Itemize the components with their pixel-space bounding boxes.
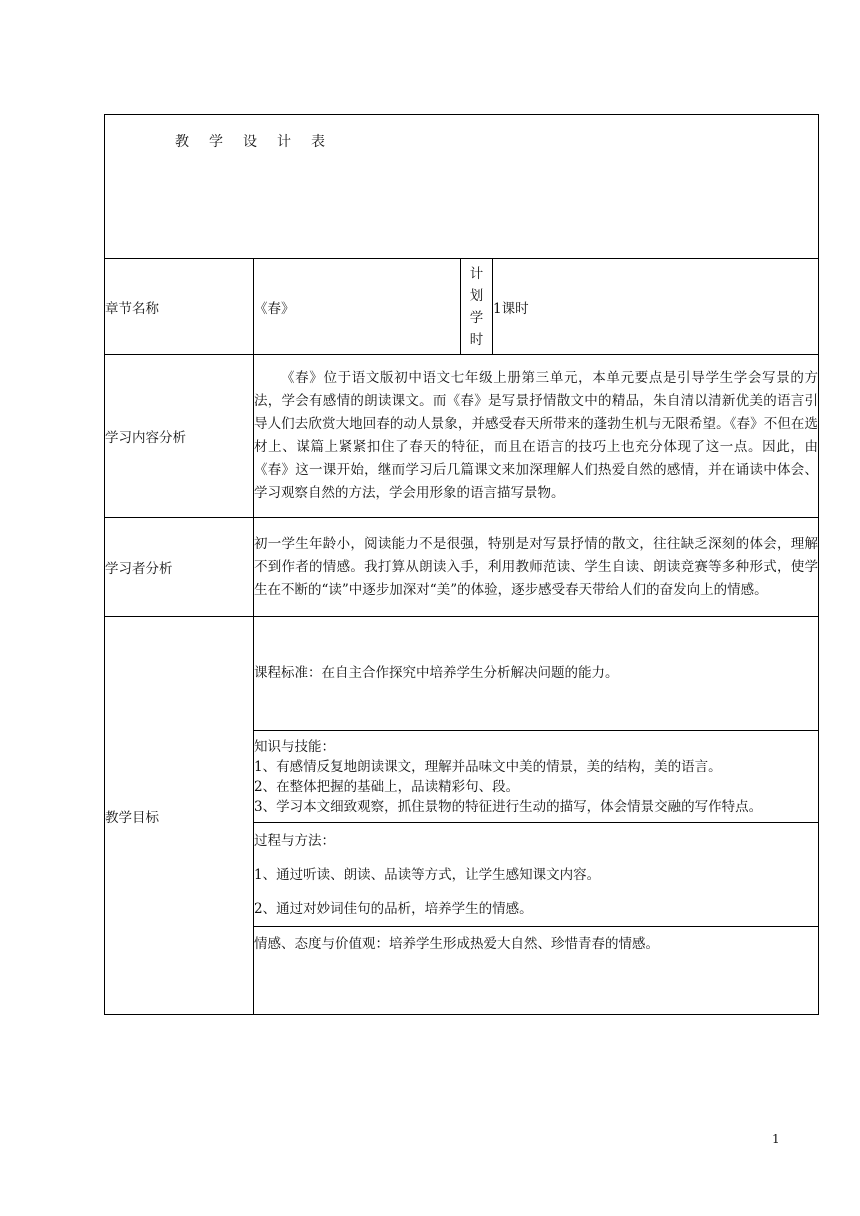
- goals-label: 教学目标: [105, 617, 254, 1015]
- chapter-name: 《春》: [254, 259, 461, 355]
- plan-hours-label: [461, 259, 493, 355]
- process-heading: 过程与方法：: [254, 833, 335, 849]
- emotion-values: 情感、态度与价值观：培养学生形成热爱大自然、珍惜青春的情感。: [254, 927, 819, 1015]
- process-item: 1、通过听读、朗读、品读等方式，让学生感知课文内容。: [254, 867, 601, 883]
- page-number: 1: [772, 1132, 780, 1146]
- knowledge-item: 3、学习本文细致观察，抓住景物的特征进行生动的描写，体会情景交融的写作特点。: [254, 798, 763, 815]
- knowledge-item: 2、在整体把握的基础上，品读精彩句、段。: [254, 778, 520, 795]
- content-analysis-text: 《春》位于语文版初中语文七年级上册第三单元，本单元要点是引导学生学会写景的方法，学会有感情的朗读课文。而《春》是写景抒情散文中的精品，朱自清以清新优美的语言引导人们去欣赏大地回春的动人景象，并感受春天所带来的蓬勃生机与无限希望。《春》不但在选材上、谋篇上紧紧扣住了春天的特征，而且在语言的技巧上也充分体现了这一点。因此，由《春》这一课开始，继而学习后几篇课文来加深理解人们热爱自然的感情，并在诵读中体会、学习观察自然的方法，学会用形象的语言描写景物。: [254, 355, 819, 518]
- learner-analysis-label: 学习者分析: [105, 518, 254, 617]
- course-standard: 课程标准：在自主合作探究中培养学生分析解决问题的能力。: [254, 617, 819, 731]
- knowledge-skills: [254, 731, 819, 823]
- process-item: 2、通过对妙词佳句的品析，培养学生的情感。: [254, 901, 533, 917]
- page-title: 教学设计表: [175, 134, 345, 150]
- content-analysis-label: 学习内容分析: [105, 355, 254, 518]
- knowledge-heading: 知识与技能：: [254, 738, 335, 755]
- plan-char: 时: [469, 331, 484, 348]
- plan-char: 划: [469, 287, 484, 304]
- chapter-label: 章节名称: [105, 259, 254, 355]
- learner-analysis-text: 初一学生年龄小，阅读能力不是很强，特别是对写景抒情的散文，往往缺乏深刻的体会，理解不到作者的情感。我打算从朗读入手，利用教师范读、学生自读、朗读竞赛等多种形式，使学生在不断的“读”中逐步加深对“美”的体验，逐步感受春天带给人们的奋发向上的情感。: [254, 518, 819, 617]
- process-methods: [254, 823, 819, 927]
- title-cell: [105, 115, 819, 259]
- teaching-design-table: [104, 114, 819, 1015]
- plan-char: 学: [469, 309, 484, 326]
- plan-hours-value: 1课时: [493, 259, 819, 355]
- knowledge-item: 1、有感情反复地朗读课文，理解并品味文中美的情景，美的结构，美的语言。: [254, 758, 722, 775]
- plan-char: 计: [469, 265, 484, 282]
